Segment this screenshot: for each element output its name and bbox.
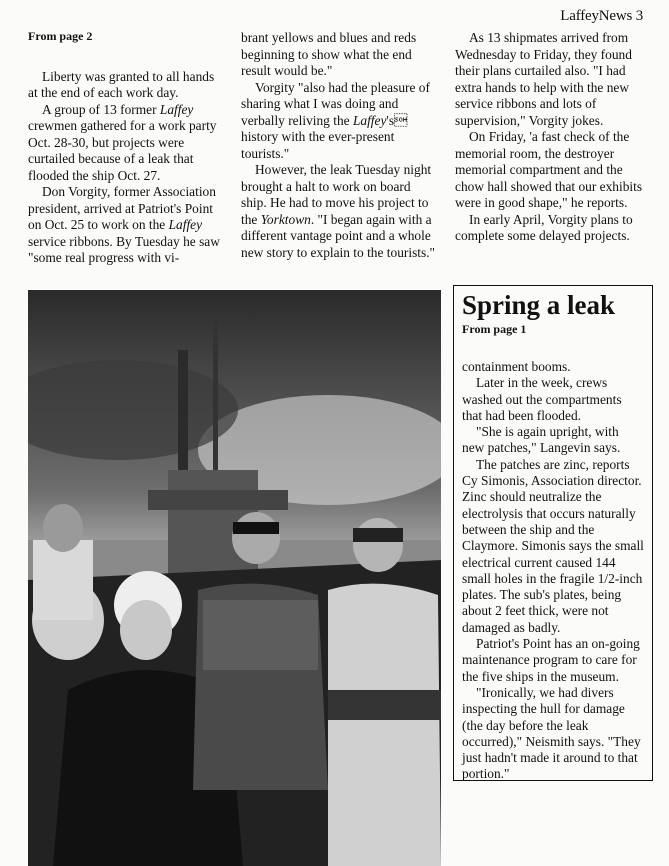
paragraph: A group of 13 former Laffey crewmen gathered for a work party Oct. 28-30, but projects were curtailed because of a leak that flooded the ship Oct. 27. bbox=[28, 101, 217, 183]
sidebar-text bbox=[462, 359, 644, 783]
paragraph: Liberty was granted to all hands at the end of each work day. bbox=[28, 68, 215, 100]
paragraph: On Friday, 'a fast check of the memorial room, the destroyer memorial compartment and the chow hall showed that our exhibits were in good shape," he reports. bbox=[455, 129, 643, 210]
running-head: LaffeyNews 3 bbox=[560, 8, 643, 24]
paragraph: In early April, Vorgity plans to complete some delayed projects. bbox=[455, 211, 633, 243]
paragraph: Patriot's Point has an on-going maintenance program to care for the five ships in the museum. bbox=[462, 636, 640, 684]
sidebar-title: Spring a leak bbox=[462, 290, 616, 320]
continued-from: From page 1 bbox=[462, 322, 527, 336]
paragraph: However, the leak Tuesday night brought a halt to work on board ship. He had to move his project to the Yorktown. "I began again with a different vantage point and a whole new story to explain to the tourists." bbox=[241, 162, 436, 260]
paragraph: containment booms. bbox=[462, 359, 571, 374]
article-column-1 bbox=[28, 26, 226, 267]
paragraph: Later in the week, crews washed out the compartments that had been flooded. bbox=[462, 375, 622, 423]
article-column-3 bbox=[455, 30, 653, 245]
paragraph: brant yellows and blues and reds beginning to show what the end result would be." bbox=[241, 30, 417, 78]
paragraph: "Ironically, we had divers inspecting the hull for damage (the day before the leak occurred)," Neismith says. "They just hadn't made it around to that portion." bbox=[462, 684, 641, 782]
continued-from: From page 2 bbox=[28, 29, 93, 43]
paragraph: "She is again upright, with new patches," Langevin says. bbox=[462, 424, 621, 456]
paragraph: Don Vorgity, former Association president, arrived at Patriot's Point on Oct. 25 to work on the Laffey service ribbons. By Tuesday he saw "some real progress with vi- bbox=[28, 184, 220, 265]
paragraph: The patches are zinc, reports Cy Simonis, Association director. Zinc should neutralize the electrolysis that occurs naturally between the ship and the Claymore. Simonis says the small electrical current caused 144 small holes in the fragile 1/2-inch plates. The sub's plates, being about 2 feet thick, were not damaged as badly. bbox=[462, 456, 644, 635]
paragraph: Vorgity "also had the pleasure of sharing what I was doing and verbally reliving the Laffey's history with the ever-present tourists." bbox=[241, 79, 430, 161]
article-column-2 bbox=[241, 30, 439, 261]
paragraph: As 13 shipmates arrived from Wednesday to Friday, they found their plans curtailed also. "I had extra hands to help with the new service ribbons and lots of supervision," Vorgity jokes. bbox=[455, 30, 632, 128]
sidebar-box bbox=[453, 285, 653, 781]
crew-photo bbox=[28, 290, 441, 866]
